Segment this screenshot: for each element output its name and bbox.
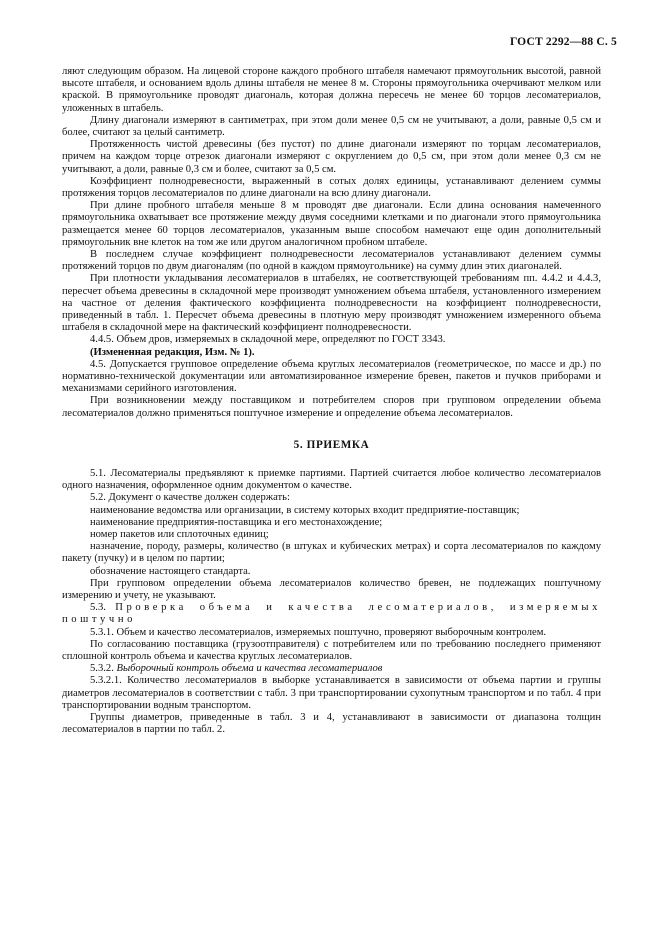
paragraph: Протяженность чистой древесины (без пустот) по длине диагонали измеряют по торцам лесоматериалов, причем на каждом торце отрезок диагонали измеряют с округлением до 0,5 см, при этом доли менее 0,3 см не учитывают, а доли, равные 0,3 см и более, считают за 0,5 см.: [62, 139, 601, 175]
paragraph: При групповом определении объема лесоматериалов количество бревен, не подлежащих поштучному измерению и учету, не указывают.: [62, 577, 601, 601]
paragraph: По согласованию поставщика (грузоотправителя) с потребителем или по требованию последнего применяют сплошной контроль объема и качества круглых лесоматериалов.: [62, 638, 601, 662]
clause-number: 5.3.2.: [90, 663, 114, 675]
paragraph: Коэффициент полнодревесности, выраженный в сотых долях единицы, устанавливают делением суммы протяжения торцов лесоматериалов по длине диагонали на всю длину диагонали.: [62, 175, 601, 200]
paragraph: При возникновении между поставщиком и потребителем споров при групповом определении объема лесоматериалов должно применяться поштучное измерение и определение объема лесоматериалов.: [62, 395, 601, 419]
list-item: обозначение настоящего стандарта.: [90, 565, 251, 577]
paragraph: При плотности укладывания лесоматериалов в штабелях, не соответствующей требованиям пп. 4.4.2 и 4.4.3, пересчет объема древесины в складочной мере производят умножением объема штабеля, установленного измерением на частное от деления фактического коэффициента полнодревесности на коэффициент полнодревесности, приведенный в табл. 1. Пересчет объема древесины в плотную меру производят умножением измеренного объема штабеля в складочной мере на фактический коэффициент полнодревесности.: [62, 273, 601, 334]
paragraph: Длину диагонали измеряют в сантиметрах, при этом доли менее 0,5 см не учитывают, а доли, равные 0,5 см и более, считают за целый сантиметр.: [62, 114, 601, 139]
clause-5-1: 5.1. Лесоматериалы предъявляют к приемке партиями. Партией считается любое количество лесоматериалов одного назначения, оформленное одним документом о качестве.: [62, 467, 601, 492]
page-body: [62, 66, 601, 736]
paragraph: При длине пробного штабеля меньше 8 м проводят две диагонали. Если длина основания намеченного прямоугольника охватывает все протяжение между двумя соседними клетками и по диагонали этого прямоугольника размещается менее 60 торцов лесоматериалов, указанным выше способом намечают еще один дополнительный прямоугольник вне клеток на том же или другом аналогичном пробном штабеле.: [62, 200, 601, 248]
section-title: 5. ПРИЕМКА: [293, 438, 370, 451]
clause-5-2: 5.2. Документ о качестве должен содержать:: [90, 492, 290, 504]
list-item: назначение, породу, размеры, количество (в штуках и кубических метрах) и сорта лесоматериалов по каждому пакету (пучку) и в целом по партии;: [62, 541, 601, 565]
list-item: номер пакетов или сплоточных единиц;: [90, 528, 269, 540]
list-item: наименование ведомства или организации, в систему которых входит предприятие-поставщик;: [90, 504, 520, 516]
running-head: ГОСТ 2292—88 С. 5: [509, 36, 617, 48]
spaced-heading: Проверка объема и качества лесоматериалов, измеряемых поштучно: [62, 602, 601, 626]
clause-4-5: 4.5. Допускается групповое определение объема круглых лесоматериалов (геометрическое, по массе и др.) по нормативно-технической документации или автоматизированное измерение бревен, пакетов и пучков приборами и механизмами серийного изготовления.: [62, 358, 601, 395]
clause-4-4-5: 4.4.5. Объем дров, измеряемых в складочной мере, определяют по ГОСТ 3343.: [90, 334, 446, 346]
italic-heading: Выборочный контроль объема и качества лесоматериалов: [116, 663, 383, 675]
clause-5-3-2-1: 5.3.2.1. Количество лесоматериалов в выборке устанавливается в зависимости от объема партии и группы диаметров лесоматериалов в соответствии с табл. 3 при транспортировании сухопутным транспортом и по табл. 4 при транспортировании водным транспортом.: [62, 675, 601, 711]
paragraph: В последнем случае коэффициент полнодревесности лесоматериалов устанавливают делением суммы протяжений торцов по двум диагоналям (по одной в каждом прямоугольнике) на сумму длин этих диагоналей.: [62, 249, 601, 273]
clause-number: 5.3.: [90, 602, 106, 614]
paragraph: Группы диаметров, приведенные в табл. 3 и 4, устанавливают в зависимости от диапазона толщин лесоматериалов в партии по табл. 2.: [62, 711, 601, 736]
clause-5-3-1: 5.3.1. Объем и качество лесоматериалов, измеряемых поштучно, проверяют выборочным контролем.: [90, 626, 547, 638]
paragraph: ляют следующим образом. На лицевой стороне каждого пробного штабеля намечают прямоугольник высотой, равной высоте штабеля, и основанием вдоль длины штабеля не менее 8 м. Стороны прямоугольника очерчивают мелком или краской. В прямоугольнике проводят диагональ, которая должна пересечь не менее 60 торцов лесоматериалов, уложенных в штабель.: [62, 66, 601, 114]
amendment-note: (Измененная редакция, Изм. № 1).: [90, 346, 255, 358]
clause-5-3-2: [62, 663, 601, 675]
list-item: наименование предприятия-поставщика и его местонахождение;: [90, 516, 383, 528]
clause-5-3: [62, 602, 601, 626]
